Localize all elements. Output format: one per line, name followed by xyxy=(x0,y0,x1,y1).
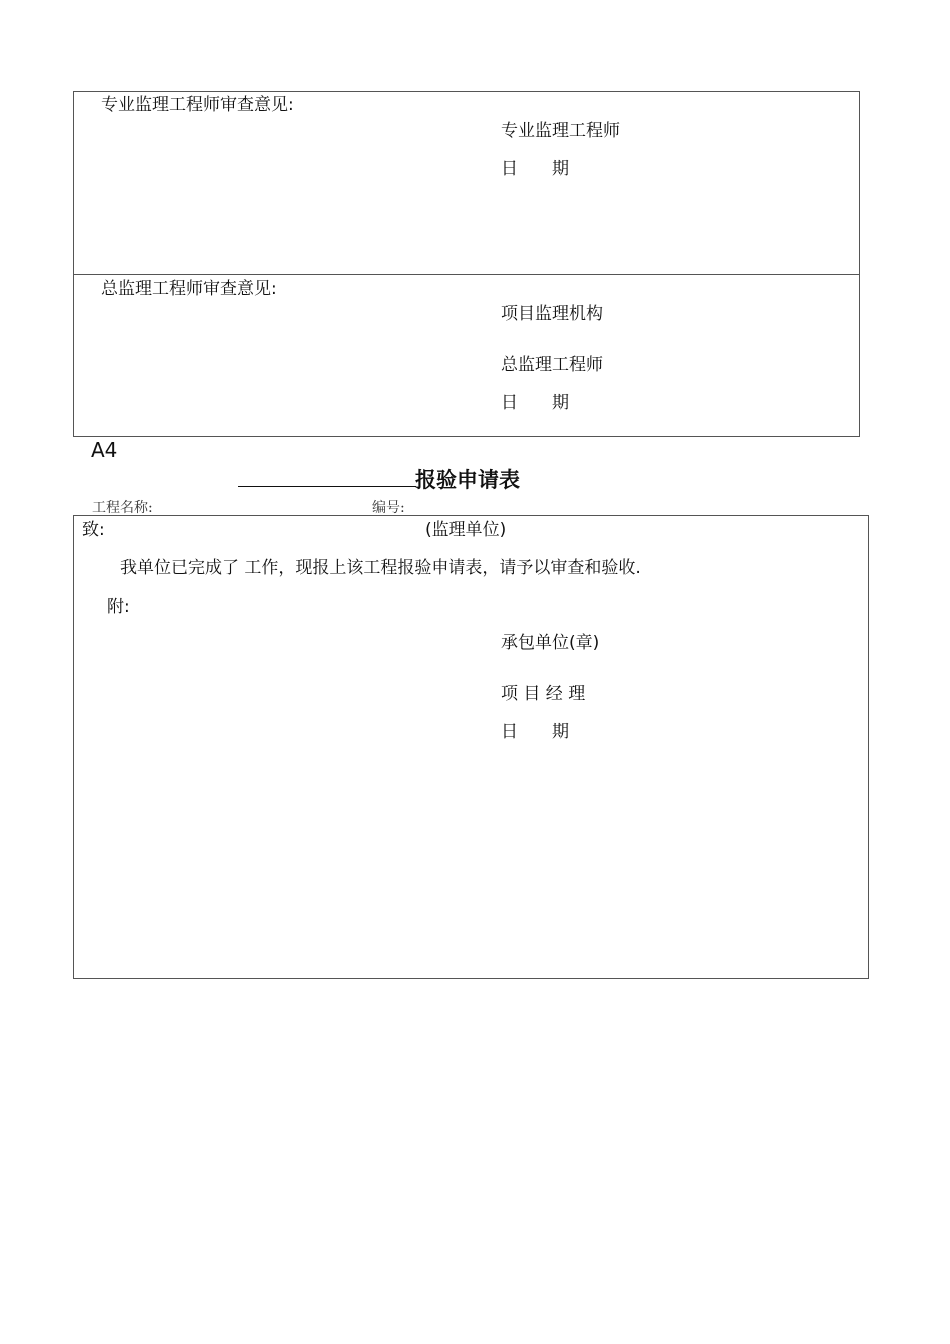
specialist-date-label: 日 期 xyxy=(501,159,569,179)
project-name-label: 工程名称: xyxy=(92,500,153,516)
title-blank-underline xyxy=(238,486,416,487)
form-code: A4 xyxy=(91,438,118,462)
form-date-label: 日 期 xyxy=(501,722,569,742)
body-text: 我单位已完成了 工作，现报上该工程报验申请表，请予以审查和验收. xyxy=(120,558,641,578)
chief-engineer-label: 总监理工程师 xyxy=(501,355,603,375)
form-title: 报验申请表 xyxy=(415,468,520,492)
specialist-engineer-label: 专业监理工程师 xyxy=(501,121,620,141)
to-label: 致: xyxy=(82,520,105,540)
contractor-unit-label: 承包单位(章) xyxy=(501,633,600,653)
chief-review-heading: 总监理工程师审查意见: xyxy=(101,279,277,299)
specialist-review-box xyxy=(73,91,860,275)
chief-date-label: 日 期 xyxy=(501,393,569,413)
application-form-box xyxy=(73,515,869,979)
project-manager-label: 项 目 经 理 xyxy=(501,684,586,704)
number-label: 编号: xyxy=(372,500,405,516)
supervisor-unit-label: (监理单位) xyxy=(425,520,507,540)
attachment-label: 附: xyxy=(107,597,130,617)
supervision-org-label: 项目监理机构 xyxy=(501,304,603,324)
specialist-review-heading: 专业监理工程师审查意见: xyxy=(101,95,294,115)
